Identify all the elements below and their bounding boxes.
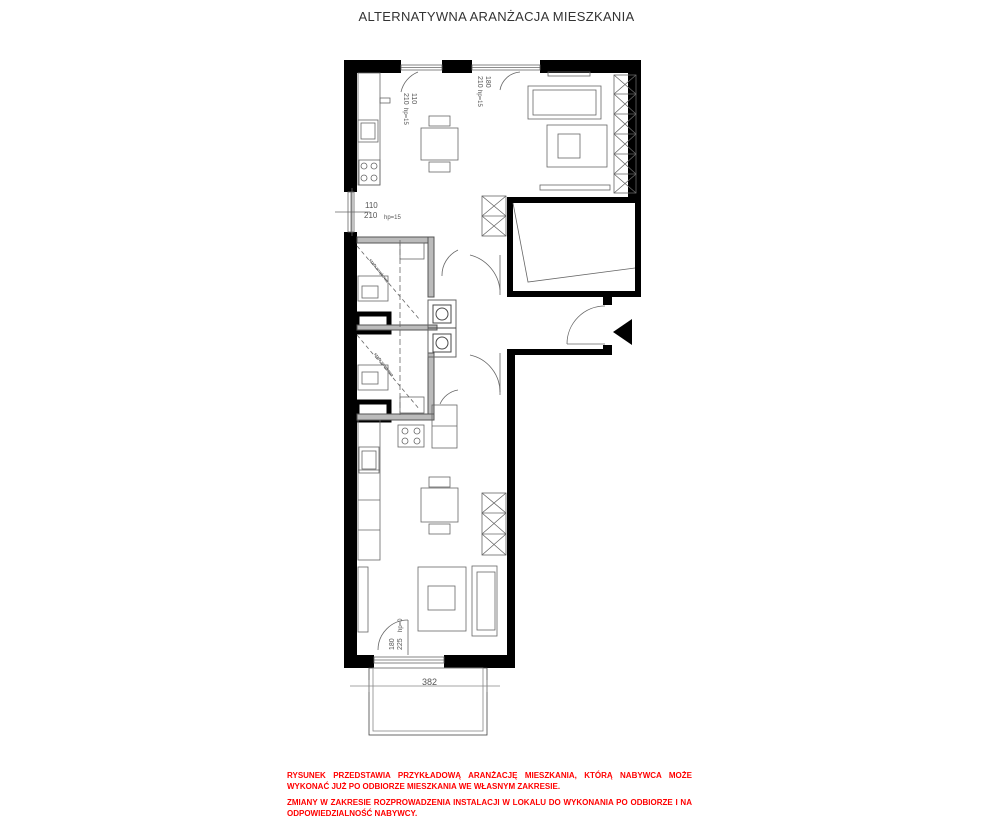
- door-top-left-hp: hp=15: [402, 108, 408, 125]
- bath-lower-label: szafa wnękowa: [373, 351, 395, 378]
- window-left-hp: hp=15: [384, 215, 401, 221]
- window-left-width: 110: [365, 201, 378, 210]
- balcony-width: 382: [422, 677, 438, 687]
- door-top-right-hp: hp=15: [476, 90, 482, 107]
- disclaimer-note-1: RYSUNEK PRZEDSTAWIA PRZYKŁADOWĄ ARANŻACJĘ MIESZKANIA, KTÓRĄ NABYWCA MOŻE WYKONAĆ JUŻ PO ODBIORZE MIESZKANIA WE WŁASNYM ZAKRESIE.: [287, 771, 692, 791]
- plan-title: ALTERNATYWNA ARANŻACJA MIESZKANIA: [358, 9, 635, 24]
- bath-upper-label: szafa wnękowa: [368, 257, 390, 284]
- disclaimer-note-2: ZMIANY W ZAKRESIE ROZPROWADZENIA INSTALACJI W LOKALU DO WYKONANIA PO ODBIORZE I NA ODPOWIEDZIALNOŚĆ NABYWCY.: [287, 798, 692, 818]
- furniture: [350, 72, 636, 735]
- balcony-door-width: 180: [389, 638, 396, 650]
- walls: [344, 60, 641, 668]
- openings: [335, 65, 605, 663]
- entrance-arrow-icon: [613, 319, 632, 345]
- door-top-left-width: 110: [410, 93, 417, 105]
- window-left-height: 210: [364, 211, 378, 220]
- door-top-left-height: 210: [402, 93, 409, 105]
- door-top-right-width: 180: [484, 76, 491, 88]
- balcony-door-hp: hp=0: [398, 618, 404, 632]
- balcony-door-height: 225: [397, 638, 404, 650]
- door-top-right-height: 210: [476, 76, 483, 88]
